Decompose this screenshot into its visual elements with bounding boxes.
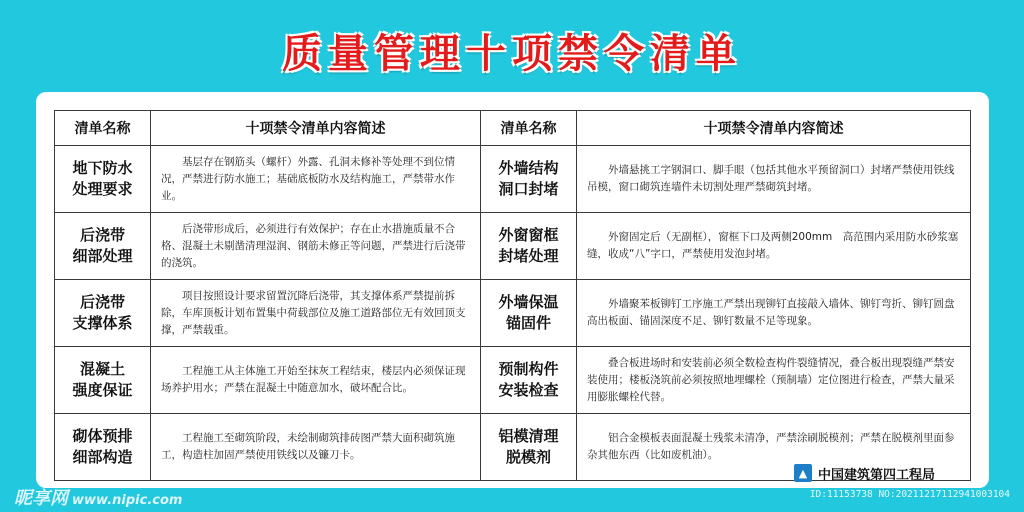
table-header-row bbox=[55, 111, 971, 146]
item-description: 工程施工从主体施工开始至抹灰工程结束，楼层内必须保证现场养护用水；严禁在混凝土中随意加水，破坏配合比。 bbox=[151, 347, 481, 414]
watermark-brand: 昵享网 bbox=[14, 488, 68, 509]
organization-name: 中国建筑第四工程局 bbox=[818, 467, 936, 483]
item-description: 基层存在钢筋头（螺杆）外露、孔洞未修补等处理不到位情况，严禁进行防水施工；基础底板防水及结构施工，严禁带水作业。 bbox=[151, 146, 481, 213]
header-desc-right: 十项禁令清单内容简述 bbox=[577, 111, 971, 146]
page-title: 质量管理十项禁令清单 bbox=[282, 31, 742, 77]
item-name: 外窗窗框 封堵处理 bbox=[481, 213, 577, 280]
item-name: 外墙保温 锚固件 bbox=[481, 280, 577, 347]
item-name: 混凝土 强度保证 bbox=[55, 347, 151, 414]
item-description: 铝合金模板表面混凝土残浆未清净，严禁涂刷脱模剂；严禁在脱模剂里面参杂其他东西（比如废机油）。 bbox=[577, 414, 971, 481]
item-description: 叠合板进场时和安装前必须全数检查构件裂缝情况，叠合板出现裂缝严禁安装使用；楼板浇筑前必须按照地埋螺栓（预制墙）定位图进行检查，严禁大量采用膨胀螺栓代替。 bbox=[577, 347, 971, 414]
header-name-left: 清单名称 bbox=[55, 111, 151, 146]
prohibition-table bbox=[54, 110, 971, 481]
item-name: 后浇带 细部处理 bbox=[55, 213, 151, 280]
item-name: 铝模清理 脱模剂 bbox=[481, 414, 577, 481]
item-description: 后浇带形成后，必须进行有效保护；存在止水措施质量不合格、混凝土未剔凿清理湿润、钢筋未修正等问题，严禁进行后浇带的浇筑。 bbox=[151, 213, 481, 280]
table-row bbox=[55, 347, 971, 414]
watermark-site: www.nipic.com bbox=[72, 493, 183, 508]
item-name: 地下防水 处理要求 bbox=[55, 146, 151, 213]
table-row bbox=[55, 146, 971, 213]
company-logo-icon: ▲ bbox=[794, 464, 812, 482]
header-name-right: 清单名称 bbox=[481, 111, 577, 146]
header-desc-left: 十项禁令清单内容简述 bbox=[151, 111, 481, 146]
item-name: 砌体预排 细部构造 bbox=[55, 414, 151, 481]
item-description: 项目按照设计要求留置沉降后浇带，其支撑体系严禁提前拆除，车库顶板计划布置集中荷载部位及施工道路部位无有效回顶支撑，严禁载重。 bbox=[151, 280, 481, 347]
organization-signature bbox=[794, 462, 935, 484]
item-name: 后浇带 支撑体系 bbox=[55, 280, 151, 347]
image-id-line: ID:11153738 NO:20211217112941003104 bbox=[809, 489, 1010, 500]
table-row bbox=[55, 213, 971, 280]
item-description: 外墙悬挑工字钢洞口、脚手眼（包括其他水平预留洞口）封堵严禁使用铁线吊模，窗口砌筑连墙件未切割处理严禁砌筑封堵。 bbox=[577, 146, 971, 213]
item-description: 外窗固定后（无副框），窗框下口及两侧200mm 高范围内采用防水砂浆塞缝，收成“八”字口，严禁使用发泡封堵。 bbox=[577, 213, 971, 280]
item-name: 预制构件 安装检查 bbox=[481, 347, 577, 414]
table-row bbox=[55, 280, 971, 347]
item-description: 工程施工至砌筑阶段，未绘制砌筑排砖图严禁大面积砌筑施工，构造柱加固严禁使用铁线以及镰刀卡。 bbox=[151, 414, 481, 481]
item-description: 外墙聚苯板铆钉工序施工严禁出现铆钉直接敲入墙体、铆钉弯折、铆钉圆盘高出板面、锚固深度不足、铆钉数量不足等现象。 bbox=[577, 280, 971, 347]
item-name: 外墙结构 洞口封堵 bbox=[481, 146, 577, 213]
watermark bbox=[14, 484, 182, 510]
